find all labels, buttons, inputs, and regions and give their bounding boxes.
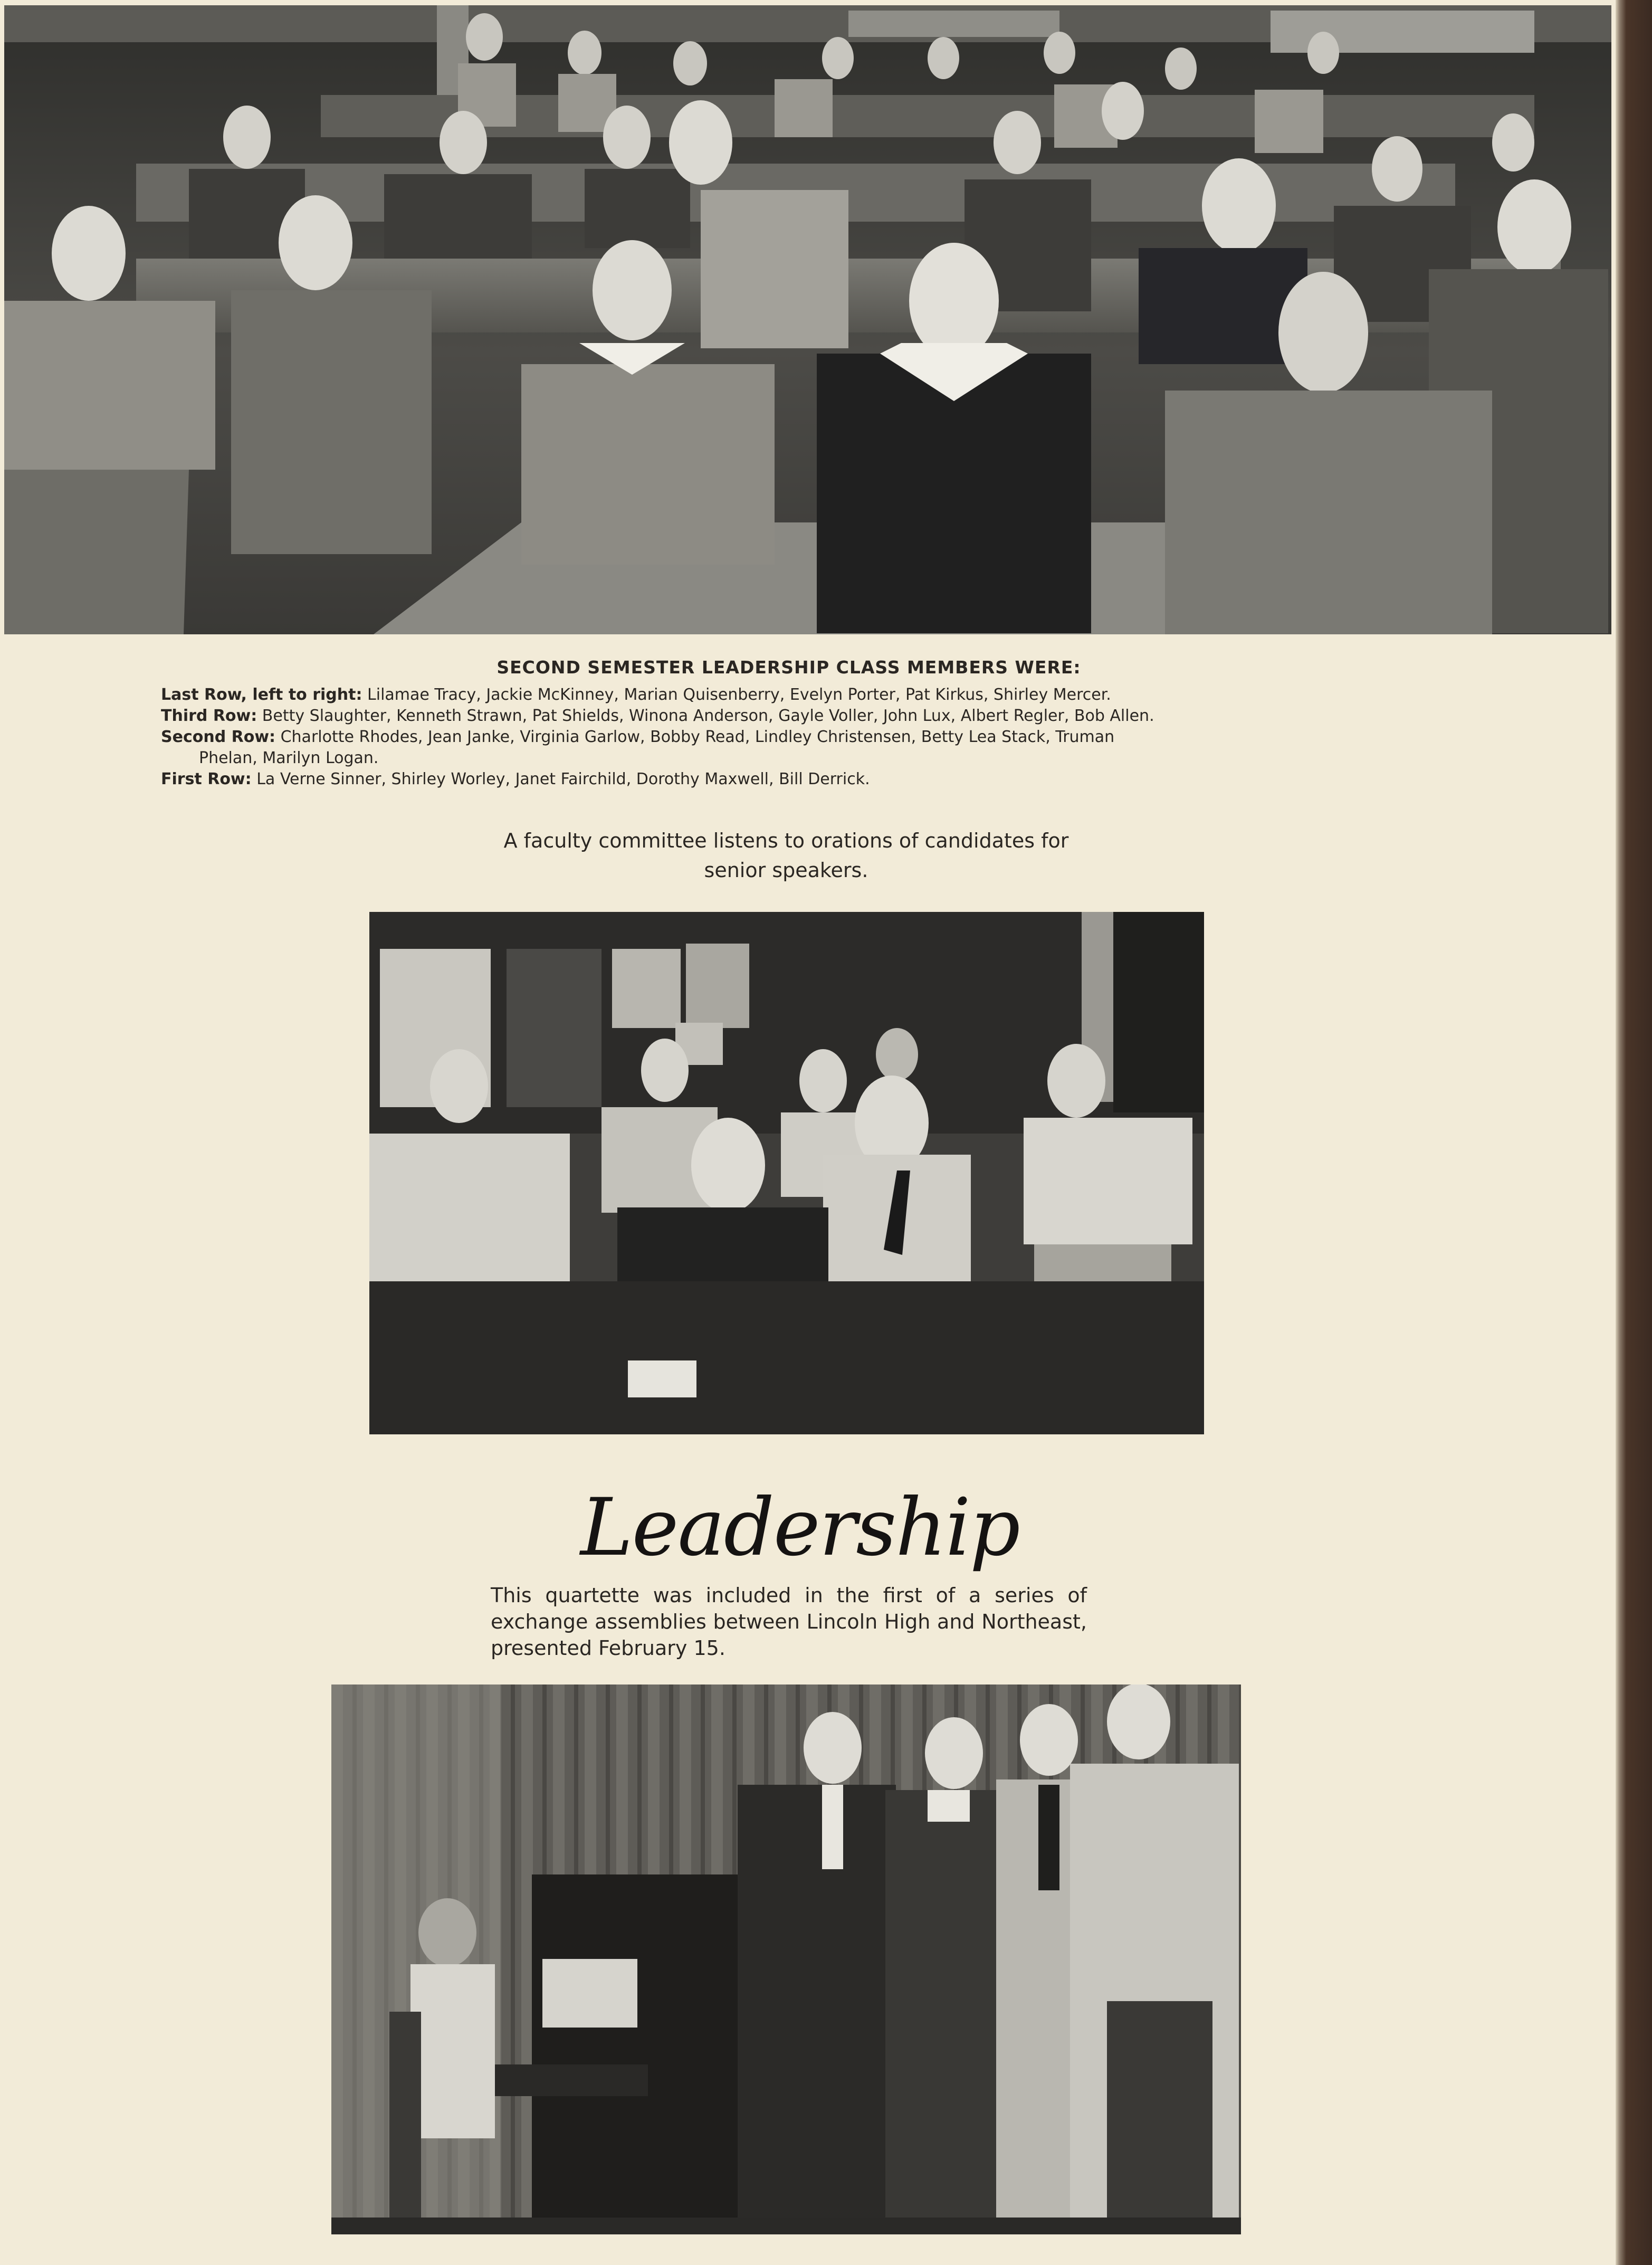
- faculty-photo-image: [369, 912, 1204, 1434]
- class-members-caption: [161, 657, 1417, 790]
- second-row-names: Charlotte Rhodes, Jean Janke, Virginia Garlow, Bobby Read, Lindley Christensen, Betty Lea Stack, Truman: [280, 728, 1115, 746]
- last-row-label: Last Row, left to right:: [161, 686, 362, 704]
- first-row-label: First Row:: [161, 770, 252, 788]
- page-title: Leadership: [580, 1482, 1019, 1574]
- last-row-line: [161, 684, 1417, 706]
- third-row-label: Third Row:: [161, 707, 257, 725]
- second-row-label: Second Row:: [161, 728, 276, 746]
- first-row-names: La Verne Sinner, Shirley Worley, Janet Fairchild, Dorothy Maxwell, Bill Derrick.: [256, 770, 870, 788]
- quartet-photo-caption: This quartette was included in the first of a series of exchange assemblies between Lincoln High and Northeast, presented February 15.: [491, 1584, 1087, 1660]
- second-row-line: [161, 727, 1417, 748]
- faculty-committee-photo: [369, 912, 1204, 1434]
- class-photo-image: [4, 5, 1611, 634]
- first-row-line: [161, 769, 1417, 790]
- class-members-heading: SECOND SEMESTER LEADERSHIP CLASS MEMBERS WERE:: [496, 657, 1081, 678]
- page-binding-edge: [1616, 0, 1652, 2265]
- quartette-photo: [331, 1685, 1241, 2234]
- leadership-class-photo: [4, 5, 1611, 634]
- third-row-line: [161, 706, 1417, 727]
- quartette-photo-image: [331, 1685, 1241, 2234]
- last-row-names: Lilamae Tracy, Jackie McKinney, Marian Quisenberry, Evelyn Porter, Pat Kirkus, Shirley Mercer.: [367, 686, 1111, 704]
- second-row-continuation: Phelan, Marilyn Logan.: [199, 749, 379, 767]
- third-row-names: Betty Slaughter, Kenneth Strawn, Pat Shields, Winona Anderson, Gayle Voller, John Lux, Albert Regler, Bob Allen.: [262, 707, 1154, 725]
- faculty-photo-caption: A faculty committee listens to orations of candidates for senior speakers.: [503, 829, 1069, 882]
